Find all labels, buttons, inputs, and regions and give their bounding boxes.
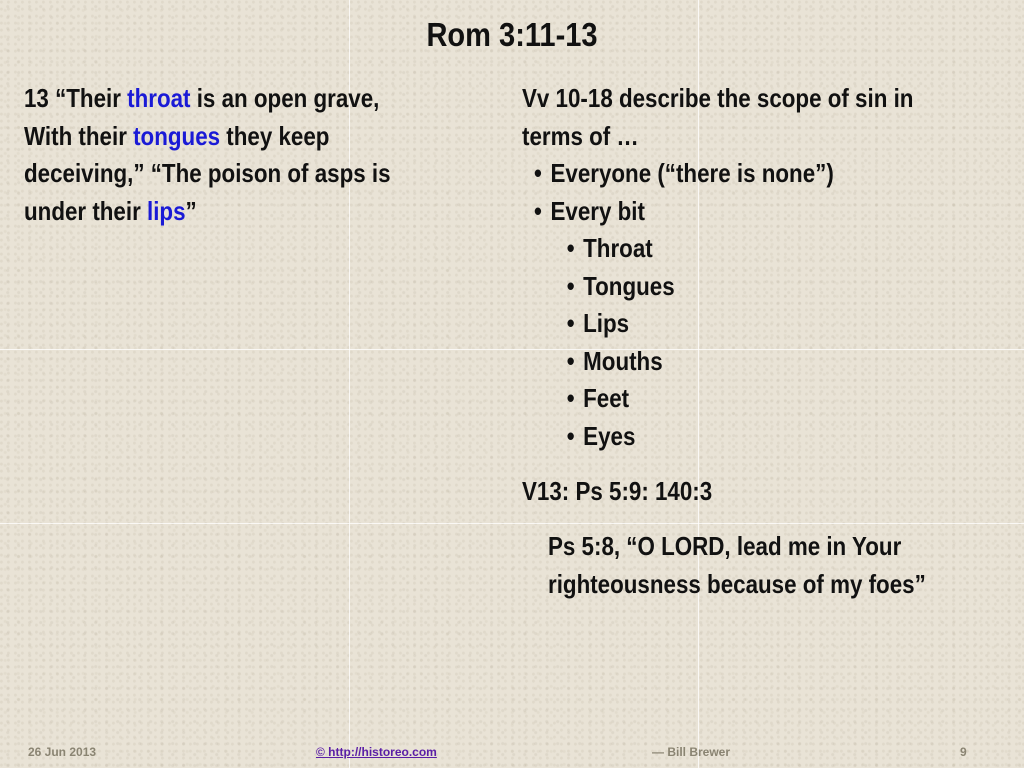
cross-reference bbox=[522, 473, 822, 511]
bullet-icon: • bbox=[566, 345, 575, 376]
list-item bbox=[522, 193, 969, 231]
highlight-tongues: tongues bbox=[133, 120, 221, 151]
quote-text-1: 13 “Their bbox=[24, 83, 128, 113]
cross-reference-text: V13: Ps 5:9: 140:3 bbox=[522, 476, 713, 506]
list-item-label: Every bit bbox=[550, 195, 645, 226]
quote-text-3: they keep deceiving,” “The poison of asps is under their bbox=[24, 120, 391, 226]
highlight-lips: lips bbox=[146, 195, 186, 226]
bullet-icon: • bbox=[534, 195, 542, 226]
bullet-icon: • bbox=[566, 270, 575, 301]
bullet-icon: • bbox=[566, 233, 575, 263]
sub-list-item bbox=[522, 230, 969, 268]
footer-link[interactable]: © http://historeo.com bbox=[316, 745, 437, 759]
intro-text: Vv 10-18 describe the scope of sin in terms of … bbox=[522, 83, 914, 151]
highlight-throat: throat bbox=[127, 83, 191, 113]
bullet-icon: • bbox=[566, 420, 575, 451]
psalm-quote bbox=[548, 528, 1024, 603]
sub-list-item-label: Tongues bbox=[583, 270, 675, 301]
footer-author: — Bill Brewer bbox=[652, 745, 731, 759]
sub-list-item-label: Throat bbox=[583, 233, 653, 263]
sub-list-item bbox=[522, 343, 969, 381]
bullet-icon: • bbox=[534, 158, 542, 188]
page-number: 9 bbox=[960, 745, 967, 759]
quote-text-4: ” bbox=[185, 195, 197, 226]
footer-date: 26 Jun 2013 bbox=[28, 745, 97, 759]
psalm-quote-text: Ps 5:8, “O LORD, lead me in Your righteousness because of my foes” bbox=[548, 531, 926, 599]
slide-title: Rom 3:11-13 bbox=[426, 16, 598, 53]
scripture-quote bbox=[24, 80, 584, 230]
sub-list-item-label: Feet bbox=[583, 383, 630, 413]
scope-of-sin-list bbox=[522, 80, 1024, 455]
list-item bbox=[522, 155, 969, 193]
list-item-label: Everyone (“there is none”) bbox=[550, 158, 834, 188]
sub-list-item-label: Lips bbox=[583, 308, 630, 338]
sub-list-item-label: Mouths bbox=[583, 345, 663, 376]
bullet-icon: • bbox=[566, 308, 575, 338]
sub-list-item bbox=[522, 418, 969, 456]
quote-text-2: is an open grave, With their bbox=[24, 83, 380, 151]
sub-list-item-label: Eyes bbox=[583, 420, 636, 451]
bullet-icon: • bbox=[566, 383, 575, 413]
grid-line-horizontal-2 bbox=[0, 523, 1024, 524]
sub-list-item bbox=[522, 380, 969, 418]
sub-list-item bbox=[522, 305, 969, 343]
sub-list-item bbox=[522, 268, 969, 306]
